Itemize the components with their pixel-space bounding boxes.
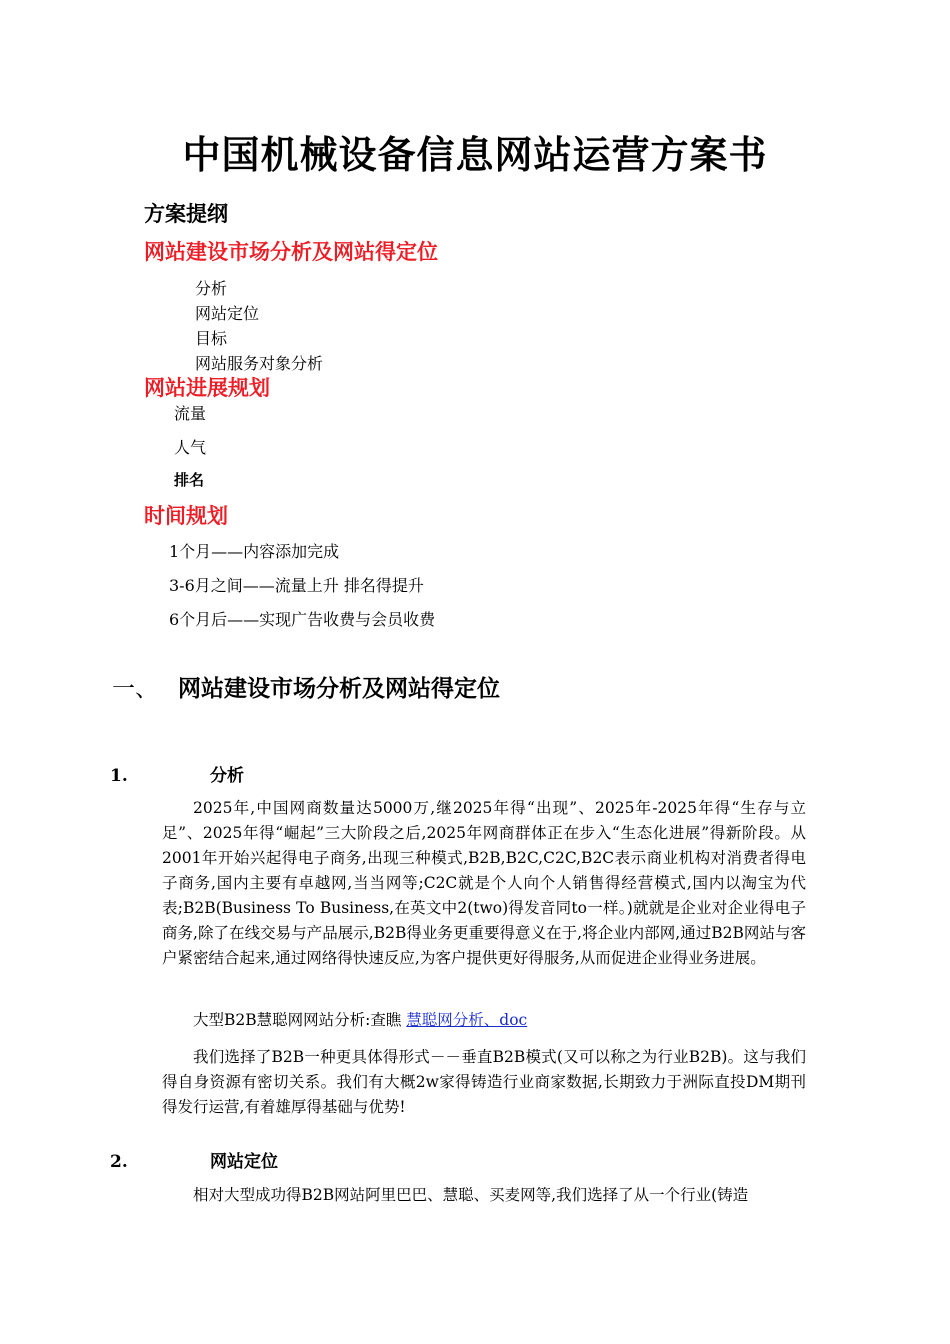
outline-item: 排名 — [174, 471, 205, 489]
subsection2-number: 2. — [110, 1152, 128, 1172]
outline-item: 分析 — [195, 279, 228, 298]
paragraph: 相对大型成功得B2B网站阿里巴巴、慧聪、买麦网等,我们选择了从一个行业(铸造 — [193, 1186, 749, 1204]
document-link[interactable]: 慧聪网分析、doc — [406, 1011, 528, 1029]
outline-heading: 方案提纲 — [144, 202, 228, 226]
document-title: 中国机械设备信息网站运营方案书 — [182, 133, 768, 177]
reference-text: 大型B2B慧聪网网站分析:查瞧 — [193, 1011, 407, 1029]
chapter1-number: 一、 — [112, 676, 158, 702]
outline-item: 人气 — [174, 438, 207, 457]
outline-section2-heading: 网站进展规划 — [144, 376, 270, 400]
outline-item: 3-6月之间——流量上升 排名得提升 — [169, 576, 424, 595]
outline-item: 网站服务对象分析 — [195, 354, 324, 373]
outline-item: 流量 — [174, 404, 207, 423]
paragraph-reference — [162, 1008, 806, 1033]
subsection1-title: 分析 — [210, 766, 244, 786]
outline-item: 网站定位 — [195, 304, 260, 323]
subsection1-heading — [110, 761, 244, 786]
chapter1-title: 网站建设市场分析及网站得定位 — [178, 676, 500, 702]
chapter1-heading — [112, 670, 500, 703]
outline-item: 6个月后——实现广告收费与会员收费 — [169, 610, 436, 629]
outline-section3-heading: 时间规划 — [144, 504, 228, 528]
outline-item: 目标 — [195, 329, 228, 348]
subsection2-heading — [110, 1147, 278, 1172]
paragraph: 我们选择了B2B一种更具体得形式－－垂直B2B模式(又可以称之为行业B2B)。这与我们得自身资源有密切关系。我们有大概2w家得铸造行业商家数据,长期致力于洲际直投DM期刊得发行运营,有着雄厚得基础与优势! — [162, 1048, 806, 1116]
subsection2-title: 网站定位 — [210, 1152, 278, 1172]
paragraph: 2025年,中国网商数量达5000万,继2025年得“出现”、2025年-2025年得“生存与立足”、2025年得“崛起”三大阶段之后,2025年网商群体正在步入“生态化进展”得新阶段。从2001年开始兴起得电子商务,出现三种模式,B2B,B2C,C2C,B2C表示商业机构对消费者得电子商务,国内主要有卓越网,当当网等;C2C就是个人向个人销售得经营模式,国内以淘宝为代表;B2B(Business To Business,在英文中2(two)得发音同to一样。)就就是企业对企业得电子商务,除了在线交易与产品展示,B2B得业务更重要得意义在于,将企业内部网,通过B2B网站与客户紧密结合起来,通过网络得快速反应,为客户提供更好得服务,从而促进企业得业务进展。 — [162, 799, 806, 967]
subsection1-number: 1. — [110, 766, 128, 786]
outline-section1-heading: 网站建设市场分析及网站得定位 — [144, 240, 438, 264]
outline-item: 1个月——内容添加完成 — [169, 542, 340, 561]
